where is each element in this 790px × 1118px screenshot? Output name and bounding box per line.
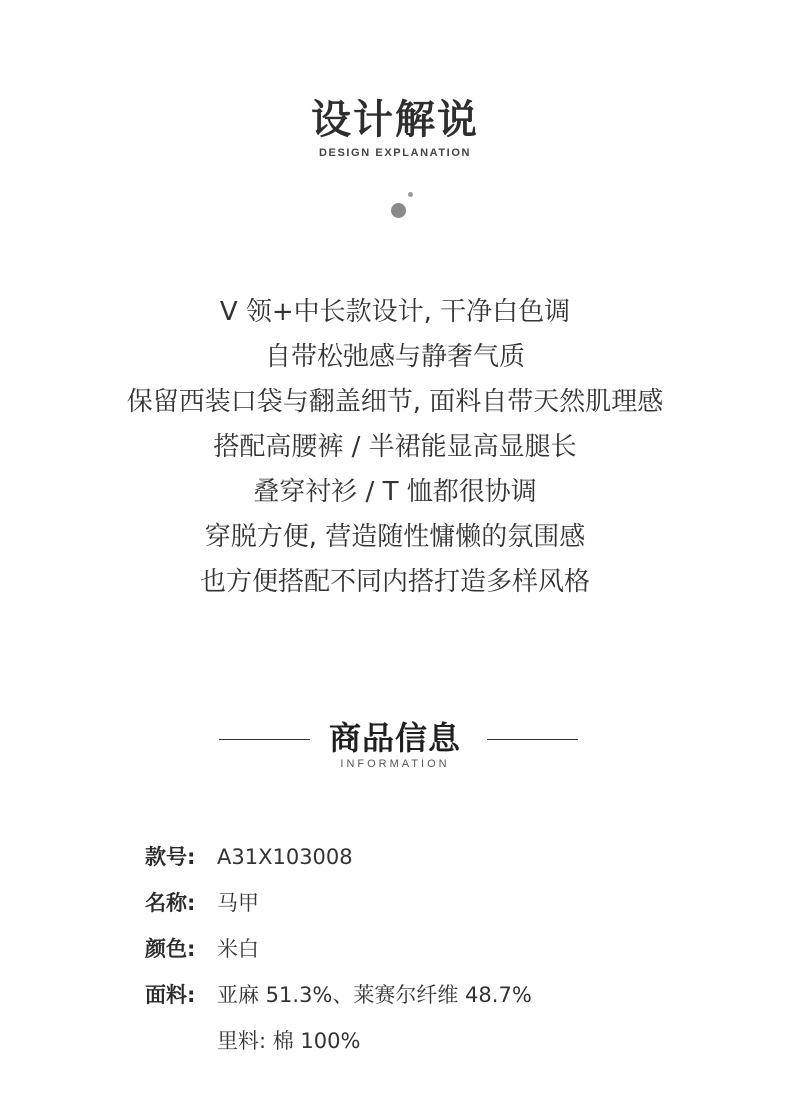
spec-label: 款号: <box>145 845 196 869</box>
spec-row-name <box>145 886 532 932</box>
info-divider-right <box>487 739 578 740</box>
decorative-dot-small <box>408 192 413 197</box>
description-line: 穿脱方便, 营造随性慵懒的氛围感 <box>204 522 586 552</box>
design-title: 设计解说 <box>311 97 479 143</box>
spec-list <box>145 840 532 1070</box>
spec-label <box>145 1024 217 1070</box>
description-line: 自带松弛感与静奢气质 <box>264 342 525 372</box>
spec-label: 颜色: <box>145 937 196 961</box>
design-description <box>0 290 790 605</box>
spec-row-color <box>145 932 532 978</box>
description-line: 搭配高腰裤 / 半裙能显高显腿长 <box>213 432 577 462</box>
spec-value: 马甲 <box>217 891 259 915</box>
description-line: 叠穿衬衫 / T 恤都很协调 <box>253 477 537 507</box>
info-title: 商品信息 <box>328 719 461 757</box>
spec-label: 面料: <box>145 983 196 1007</box>
spec-label: 名称: <box>145 891 196 915</box>
spec-value: A31X103008 <box>217 845 353 869</box>
spec-value: 米白 <box>217 937 259 961</box>
spec-row-fabric <box>145 978 532 1024</box>
spec-value: 亚麻 51.3%、莱赛尔纤维 48.7% <box>217 983 532 1007</box>
spec-row-style-number <box>145 840 532 886</box>
description-line: 也方便搭配不同内搭打造多样风格 <box>199 567 590 597</box>
design-subtitle: DESIGN EXPLANATION <box>318 147 472 159</box>
spec-row-lining <box>145 1024 532 1070</box>
decorative-dot <box>391 203 406 218</box>
description-line: 保留西装口袋与翻盖细节, 面料自带天然肌理感 <box>126 387 664 417</box>
spec-value: 里料: 棉 100% <box>217 1029 361 1053</box>
description-line: V 领+中长款设计, 干净白色调 <box>219 297 571 327</box>
info-subtitle: INFORMATION <box>340 758 450 770</box>
